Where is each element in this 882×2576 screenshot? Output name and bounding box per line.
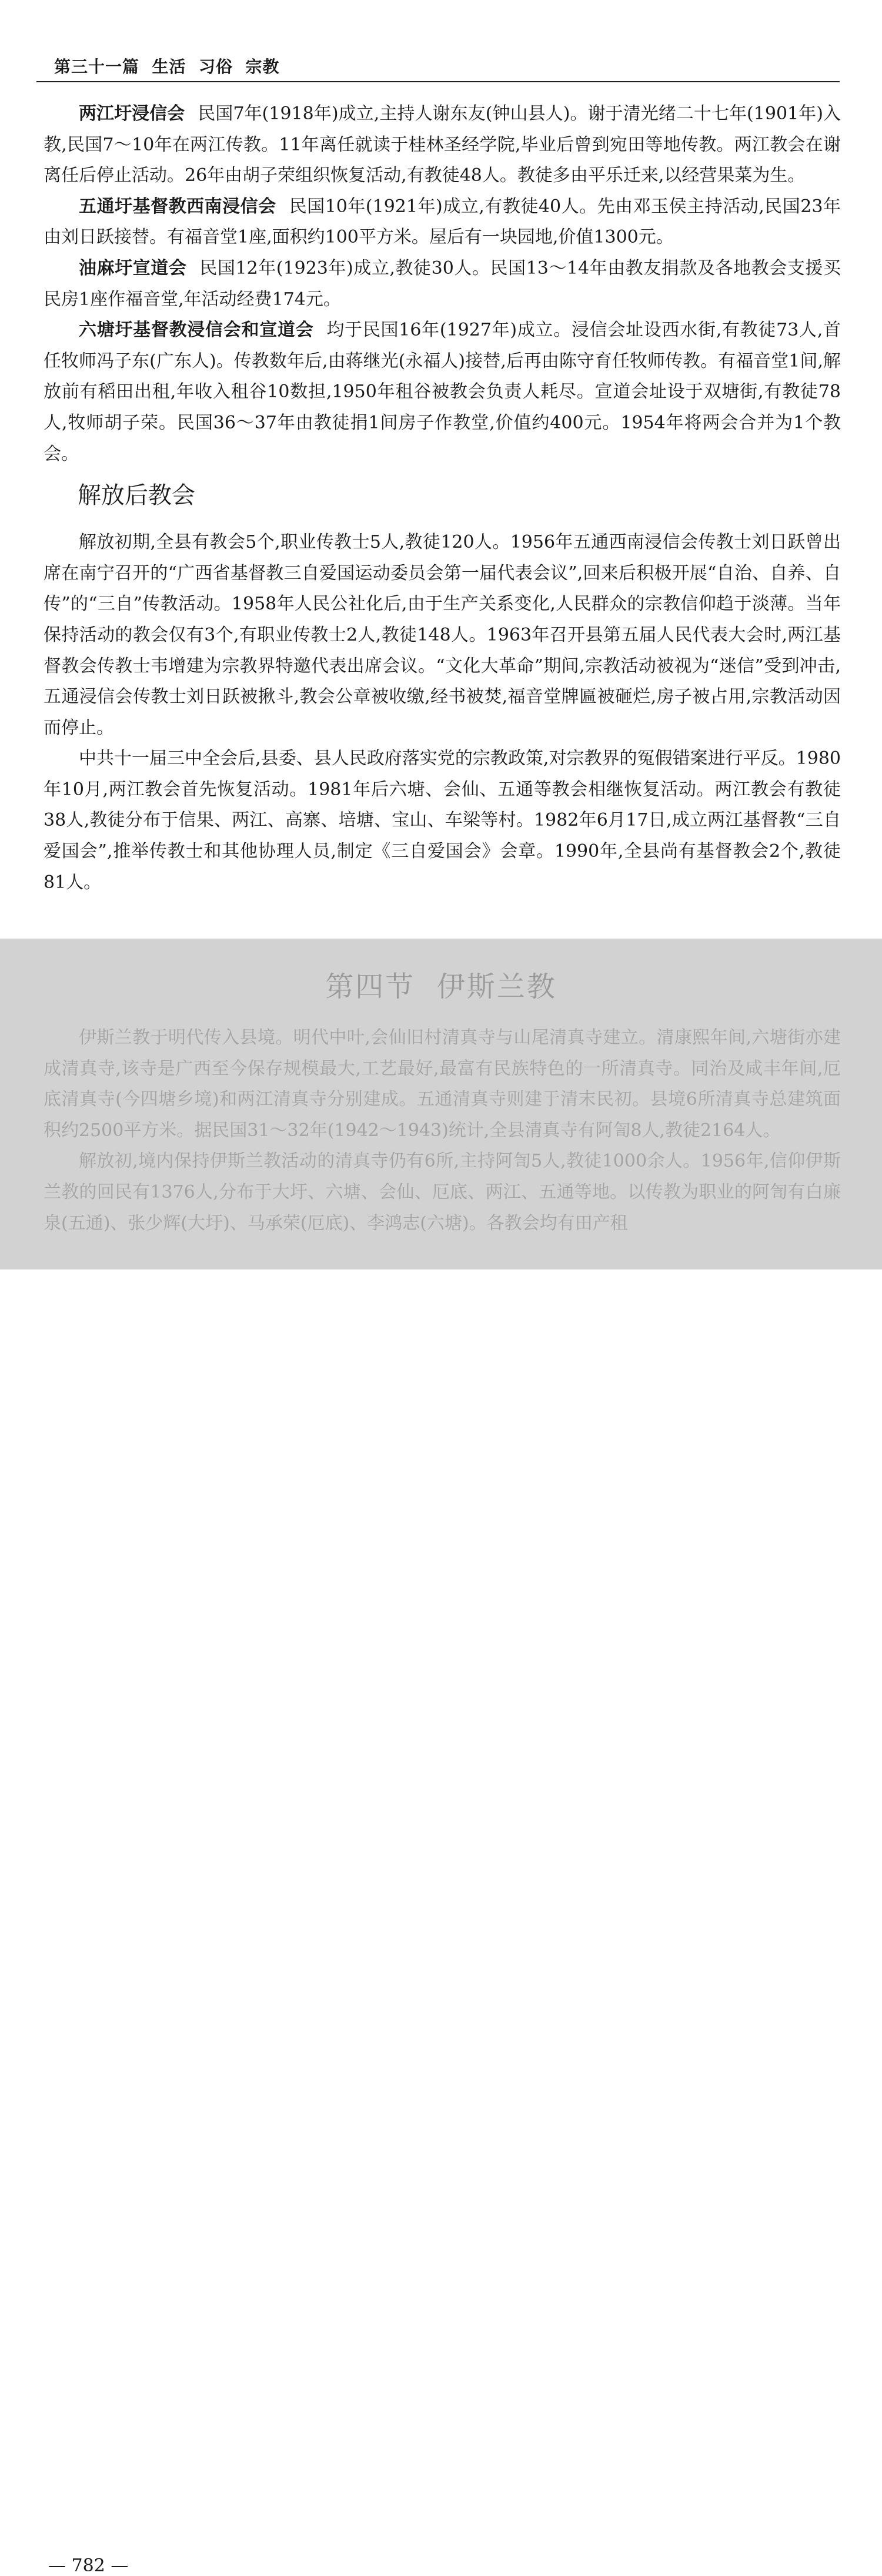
paragraph-body: 均于民国16年(1927年)成立。浸信会址设西水街,有教徒73人,首任牧师冯子东(广东人)。传教数年后,由蒋继光(永福人)接替,后再由陈守育任牧师传教。有福音堂1间,解放前有稻田出租,年收入租谷10数担,1950年租谷被教会负责人耗尽。宣道会址设于双塘街,有教徒78人,牧师胡子荣。民国36～37年由教徒捐1间房子作教堂,价值约400元。1954年将两会合并为1个教会。 <box>44 320 841 464</box>
paragraph-wutong <box>44 192 841 253</box>
paragraph-youma <box>44 253 841 315</box>
running-header <box>36 53 840 82</box>
paragraph-liutang <box>44 315 841 470</box>
paragraph-lead: 六塘圩基督教浸信会和宣道会 <box>79 320 314 341</box>
paragraph-body: 民国7年(1918年)成立,主持人谢东友(钟山县人)。谢于清光绪二十七年(1901年)入教,民国7～10年在两江传教。11年离任就读于桂林圣经学院,毕业后曾到宛田等地传教。两江教会在谢离任后停止活动。26年由胡子荣组织恢复活动,有教徒48人。教徒多由平乐迁来,以经营果菜为生。 <box>44 103 841 186</box>
footer <box>0 1269 882 2576</box>
chapter-title: 第三十一篇 生活 习俗 宗教 <box>54 57 280 76</box>
paragraph-post-liberation: 解放初期,全县有教会5个,职业传教士5人,教徒120人。1956年五通西南浸信会传教士刘日跃曾出席在南宁召开的“广西省基督教三自爱国运动委员会第一届代表会议”,回来后积极开展“自治、自养、自传”的“三自”传教活动。1958年人民公社化后,由于生产关系变化,人民群众的宗教信仰趋于淡薄。当年保持活动的教会仅有3个,有职业传教士2人,教徒148人。1963年召开县第五届人民代表大会时,两江基督教会传教士韦增建为宗教界特邀代表出席会议。“文化大革命”期间,宗教活动被视为“迷信”受到冲击,五通浸信会传教士刘日跃被揪斗,教会公章被收缴,经书被焚,福音堂牌匾被砸烂,房子被占用,宗教活动因而停止。 <box>44 532 841 738</box>
main-text <box>44 99 841 898</box>
paragraph-body: 民国10年(1921年)成立,有教徒40人。先由邓玉侯主持活动,民国23年由刘日跃接替。有福音堂1座,面积约100平方米。屋后有一块园地,价值1300元。 <box>44 196 841 248</box>
paragraph-body: 民国12年(1923年)成立,教徒30人。民国13～14年由教友捐款及各地教会支援买民房1座作福音堂,年活动经费174元。 <box>44 257 841 310</box>
section-title: 第四节 伊斯兰教 <box>325 970 557 1003</box>
paragraph-lead: 两江圩浸信会 <box>79 103 185 124</box>
paragraph-restoration: 中共十一届三中全会后,县委、县人民政府落实党的宗教政策,对宗教界的冤假错案进行平反。1980年10月,两江教会首先恢复活动。1981年后六塘、会仙、五通等教会相继恢复活动。两江教会有教徒38人,教徒分布于信果、两江、高寨、培塘、宝山、车梁等村。1982年6月17日,成立两江基督教“三自爱国会”,推举传教士和其他协理人员,制定《三自爱国会》会章。1990年,全县尚有基督教会2个,教徒81人。 <box>44 748 841 893</box>
page-number: — 782 — <box>48 2555 129 2576</box>
paragraph-liangjiang <box>44 99 841 192</box>
paragraph-islam-intro: 伊斯兰教于明代传入县境。明代中叶,会仙旧村清真寺与山尾清真寺建立。清康熙年间,六塘街亦建成清真寺,该寺是广西至今保存规模最大,工艺最好,最富有民族特色的一所清真寺。同治及咸丰年间,厄底清真寺(今四塘乡境)和两江清真寺分别建成。五通清真寺则建于清末民初。县境6所清真寺总建筑面积约2500平方米。据民国31～32年(1942～1943)统计,全县清真寺有阿訇8人,教徒2164人。 <box>44 1027 841 1141</box>
paragraph-lead: 五通圩基督教西南浸信会 <box>79 196 276 217</box>
section-text <box>44 1023 841 1239</box>
subheading: 解放后教会 <box>78 482 195 510</box>
paragraph-islam-post-liberation: 解放初,境内保持伊斯兰教活动的清真寺仍有6所,主持阿訇5人,教徒1000余人。1956年,信仰伊斯兰教的回民有1376人,分布于大圩、六塘、会仙、厄底、两江、五通等地。以传教为职业的阿訇有白廉泉(五通)、张少辉(大圩)、马承荣(厄底)、李鸿志(六塘)。各教会均有田产租 <box>44 1151 841 1234</box>
paragraph-lead: 油麻圩宣道会 <box>79 257 187 279</box>
